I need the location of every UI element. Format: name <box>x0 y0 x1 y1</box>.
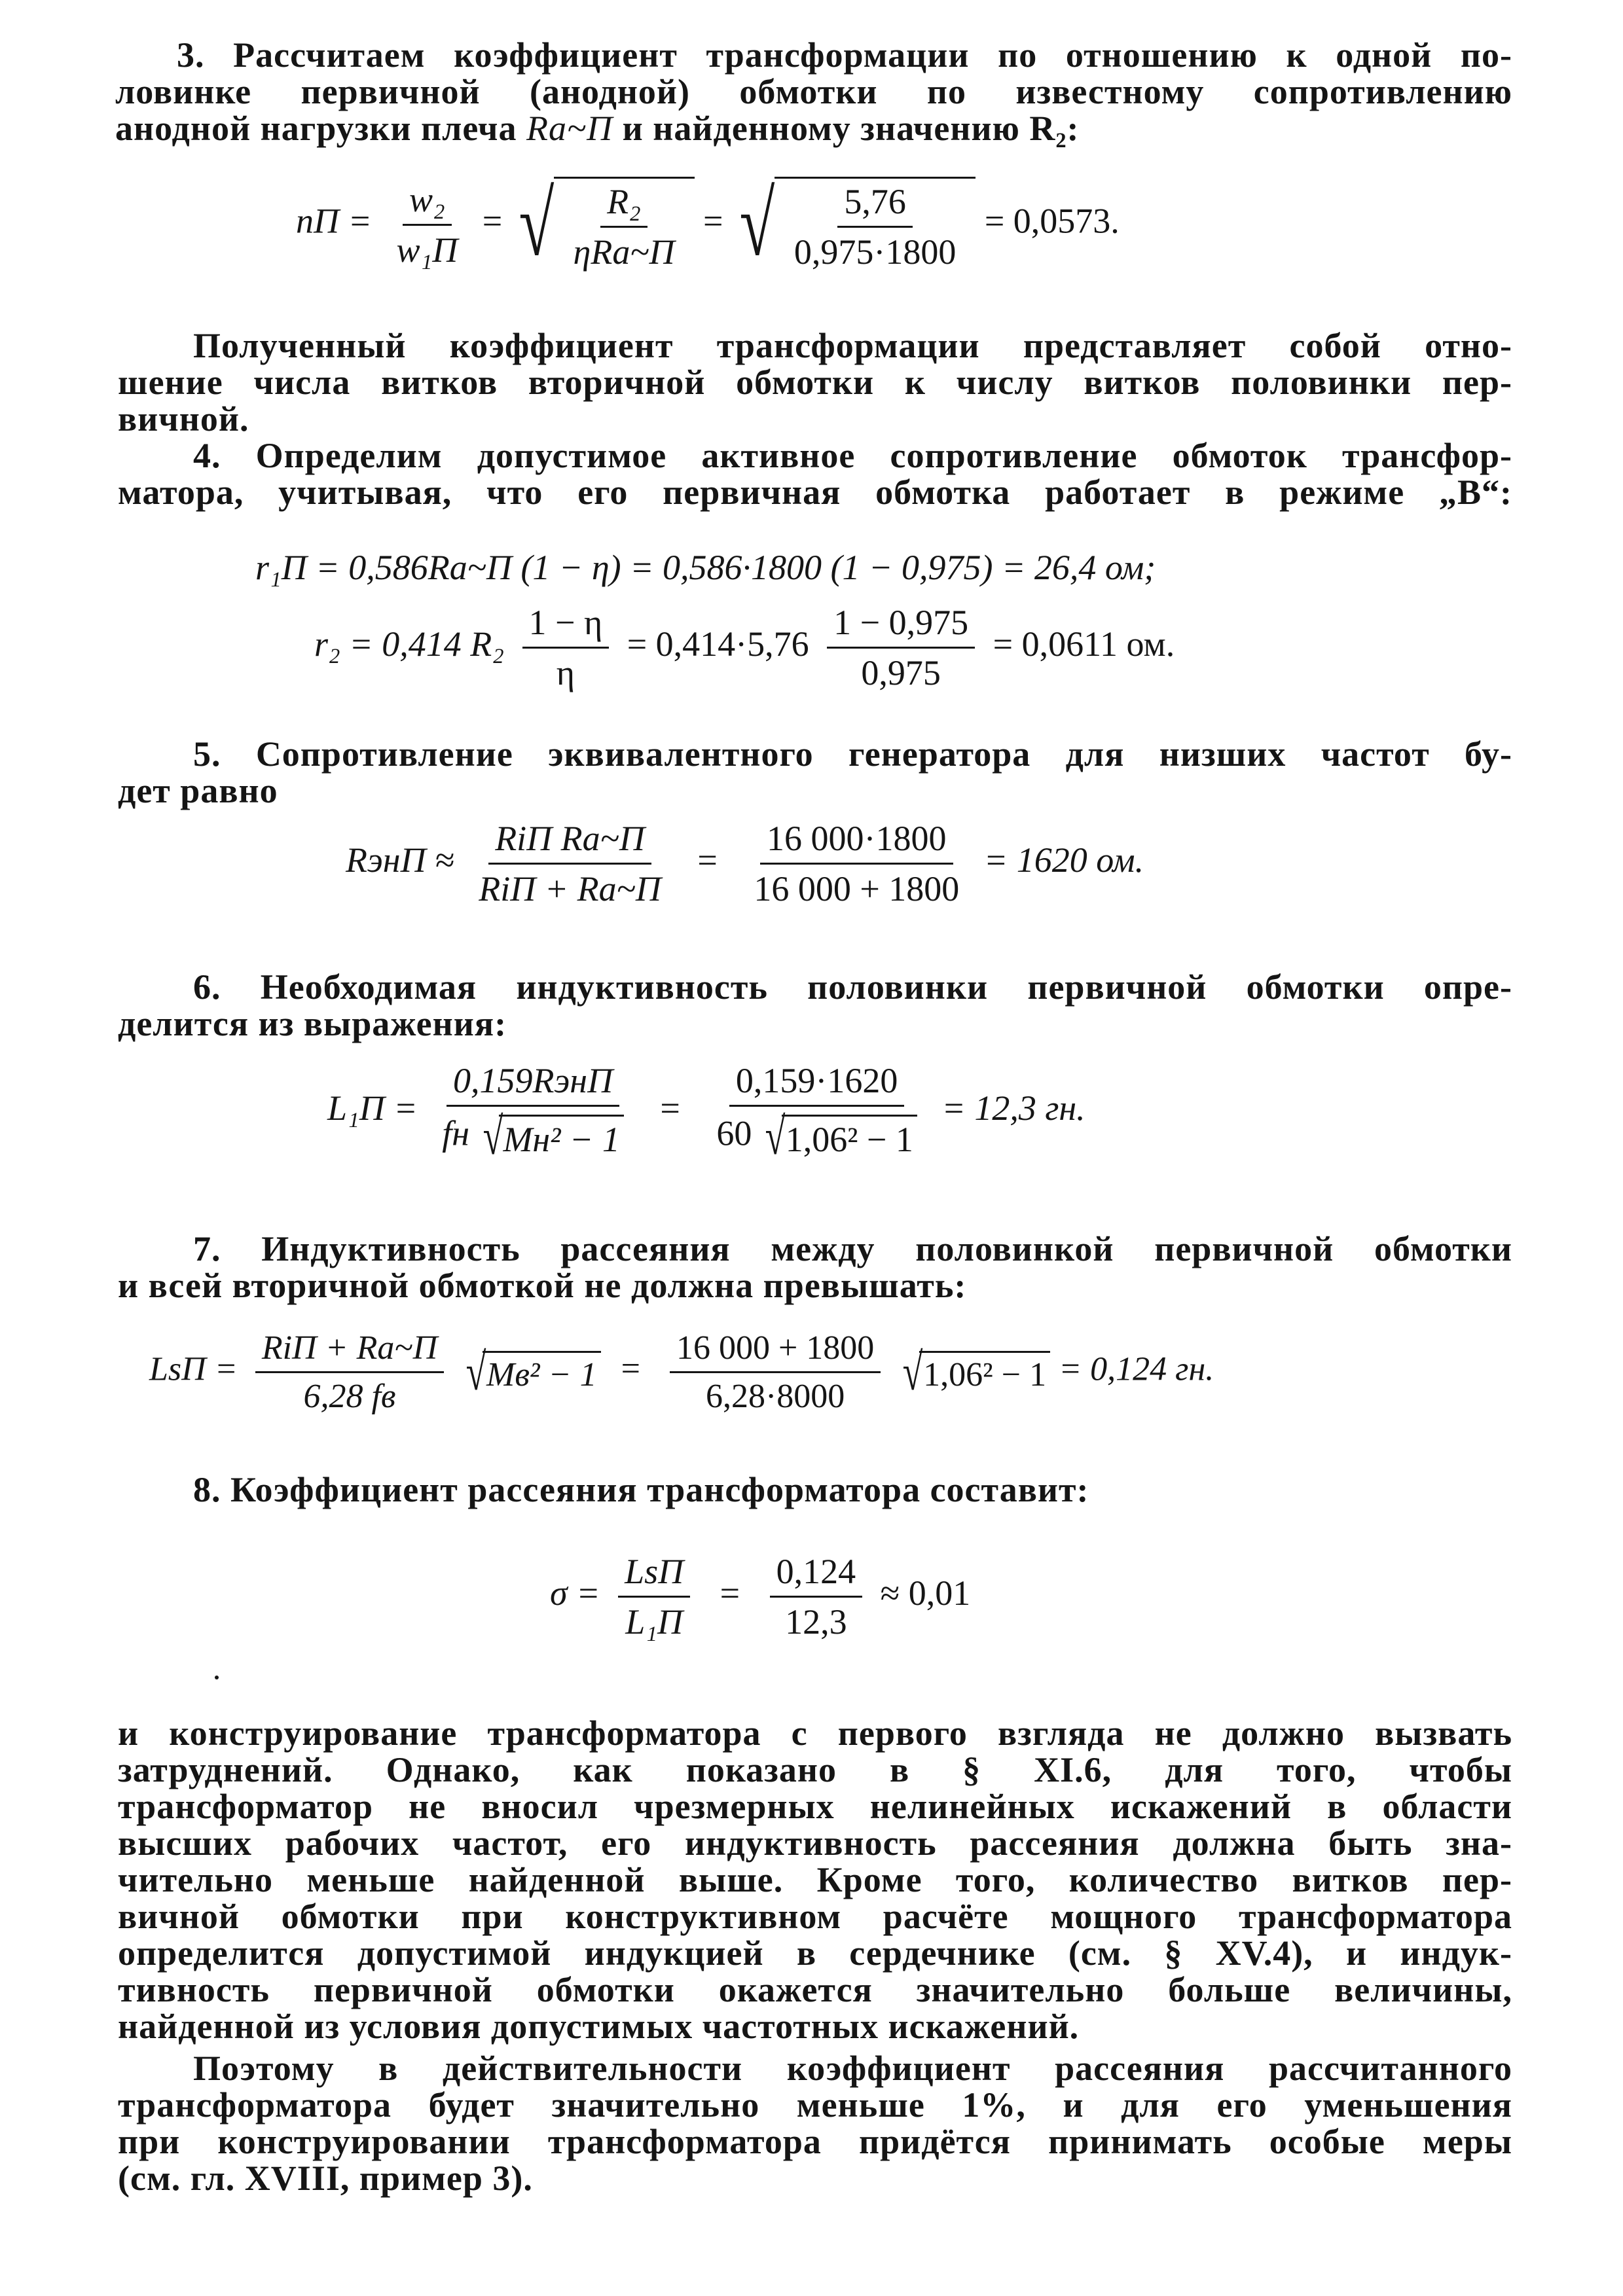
denominator: 12,3 <box>785 1602 847 1641</box>
formula-result: = 0,0611 ом. <box>993 624 1175 664</box>
step3-paragraph <box>115 35 1512 148</box>
formula-lhs: RэнП ≈ <box>346 840 454 880</box>
text-line: трансформатор не вносил чрезмерных нелинейных искажений в области <box>118 1787 1512 1826</box>
text-line: (см. гл. XVIII, пример 3). <box>118 2159 533 2198</box>
radical-sign-icon: √ <box>465 1343 486 1401</box>
text-line: делится из выражения: <box>118 1004 507 1043</box>
text-line: дет равно <box>118 771 278 810</box>
radical-sign-icon: √ <box>483 1108 503 1166</box>
denominator <box>435 1107 630 1166</box>
radicand: 1,06² − 1 <box>782 1115 917 1160</box>
square-root <box>462 1343 600 1401</box>
formula-lhs: nП = <box>296 201 372 241</box>
formula-lhs: r₂ = 0,414 R₂ <box>314 624 504 664</box>
numerator: 16 000·1800 <box>760 818 953 865</box>
radical-sign-icon: √ <box>765 1108 786 1166</box>
numerator: 5,76 <box>837 181 913 228</box>
square-root <box>511 173 695 275</box>
formula-result: = 12,3 гн. <box>941 1088 1085 1128</box>
denominator <box>710 1107 924 1166</box>
formula-result: = 0,124 гн. <box>1059 1350 1214 1388</box>
fraction <box>255 1329 444 1416</box>
square-root <box>479 1108 624 1166</box>
fraction <box>747 818 966 909</box>
text-line: найденной из условия допустимых частотных искажений. <box>118 2007 1080 2046</box>
formula-result: = 1620 ом. <box>983 840 1144 880</box>
step3-line3-end: и найденному значению R₂: <box>622 109 1080 148</box>
denominator: ηRa~П <box>573 232 675 272</box>
formula-lhs: LsП = <box>149 1350 238 1388</box>
step3-line3-var: Ra~П <box>526 109 613 148</box>
fraction <box>770 1551 863 1642</box>
denominator: 6,28 fв <box>303 1378 396 1415</box>
denominator-factor: fн <box>442 1113 470 1153</box>
fraction <box>710 1060 924 1166</box>
text-line: определится допустимой индукцией в сердечнике (см. § XV.4), и индук- <box>118 1933 1512 1973</box>
numerator: 1 − 0,975 <box>827 602 975 649</box>
formula-mid: = 0,414·5,76 <box>627 624 809 664</box>
formula-r1: r₁П = 0,586Ra~П (1 − η) = 0,586·1800 (1 − 0,975) = 26,4 ом; <box>255 548 1156 587</box>
fraction <box>567 181 682 272</box>
formula-result: = 0,0573. <box>984 201 1120 241</box>
numerator: w₂ <box>403 179 452 226</box>
denominator: 0,975 <box>861 653 941 692</box>
formula-r-eq <box>346 818 1144 909</box>
formula-sigma <box>550 1551 970 1642</box>
radical-sign-icon: √ <box>902 1343 923 1401</box>
step5-paragraph <box>118 736 1512 809</box>
formula-r2 <box>314 602 1175 693</box>
denominator: 16 000 + 1800 <box>754 869 960 908</box>
numerator: LsП <box>618 1551 690 1598</box>
numerator: 0,124 <box>770 1551 863 1598</box>
equals-sign: = <box>482 201 503 241</box>
formula-ls <box>149 1329 1214 1416</box>
text-line: 6. Необходимая индуктивность половинки первичной обмотки опре- <box>193 967 1512 1007</box>
fraction <box>827 602 975 693</box>
numerator: 0,159RэнП <box>447 1060 619 1107</box>
square-root <box>761 1108 917 1166</box>
formula-l1 <box>327 1060 1085 1166</box>
text-line: 5. Сопротивление эквивалентного генератора для низших частот бу- <box>193 734 1512 774</box>
formula-result: ≈ 0,01 <box>880 1573 971 1613</box>
numerator: RiП Ra~П <box>488 818 651 865</box>
formula-lhs: σ = <box>550 1573 600 1613</box>
fraction <box>788 181 962 272</box>
denominator: 0,975·1800 <box>793 232 957 272</box>
text-line: вичной. <box>118 399 249 439</box>
ratio-paragraph <box>118 327 1512 437</box>
denominator: L₁П <box>625 1602 683 1641</box>
text-line: 3. Рассчитаем коэффициент трансформации по отношению к одной по- <box>177 35 1512 75</box>
step4-paragraph <box>118 437 1512 511</box>
radical-sign-icon: √ <box>519 173 555 275</box>
formula-n <box>296 173 1120 275</box>
radicand: 1,06² − 1 <box>919 1351 1050 1394</box>
text-line: при конструировании трансформатора придётся принимать особые меры <box>118 2122 1512 2161</box>
square-root <box>732 173 976 275</box>
denominator: RiП + Ra~П <box>479 869 661 908</box>
step7-paragraph <box>118 1230 1512 1304</box>
square-root <box>898 1343 1050 1401</box>
text-line: 4. Определим допустимое активное сопротивление обмоток трансфор- <box>193 436 1512 475</box>
text-line: ловинке первичной (анодной) обмотки по известному сопротивлению <box>115 72 1512 111</box>
denominator: w₁П <box>396 230 458 270</box>
fraction <box>670 1329 881 1416</box>
equals-sign: = <box>621 1350 640 1388</box>
print-speck <box>215 1676 219 1679</box>
fraction <box>472 818 668 909</box>
text-line: и конструирование трансформатора с первого взгляда не должно вызвать <box>118 1713 1512 1753</box>
equals-sign: = <box>720 1573 740 1613</box>
final-paragraph <box>118 2050 1512 2197</box>
denominator-factor: 60 <box>716 1113 752 1153</box>
equals-sign: = <box>697 840 718 880</box>
denominator: 6,28·8000 <box>705 1378 845 1415</box>
fraction <box>390 179 464 270</box>
radicand: Mн² − 1 <box>499 1115 623 1160</box>
denominator: η <box>556 653 575 692</box>
text-line: чительно меньше найденной выше. Кроме того, количество витков пер- <box>118 1860 1512 1899</box>
radicand: Mв² − 1 <box>483 1351 601 1394</box>
numerator: 0,159·1620 <box>729 1060 904 1107</box>
text-line: 7. Индуктивность рассеяния между половинкой первичной обмотки <box>193 1229 1512 1268</box>
text-line: затруднений. Однако, как показано в § XI.6, для того, чтобы <box>118 1750 1512 1789</box>
equals-sign: = <box>703 201 723 241</box>
text-line: трансформатора будет значительно меньше 1%, и для его уменьшения <box>118 2085 1512 2125</box>
text-line: Полученный коэффициент трансформации представляет собой отно- <box>193 326 1512 365</box>
numerator: 1 − η <box>522 602 610 649</box>
equals-sign: = <box>660 1088 680 1128</box>
text-line: и всей вторичной обмоткой не должна превышать: <box>118 1266 967 1305</box>
text-line: Поэтому в действительности коэффициент рассеяния рассчитанного <box>193 2049 1512 2088</box>
numerator: RiП + Ra~П <box>255 1329 444 1373</box>
fraction <box>522 602 610 693</box>
fraction <box>435 1060 630 1166</box>
step6-paragraph <box>118 969 1512 1042</box>
design-paragraph <box>118 1715 1512 2045</box>
step3-line3-start: анодной нагрузки плеча <box>115 109 517 148</box>
text-line: матора, учитывая, что его первичная обмотка работает в режиме „В“: <box>118 473 1512 512</box>
text-line: вичной обмотки при конструктивном расчёте мощного трансформатора <box>118 1897 1512 1936</box>
numerator: 16 000 + 1800 <box>670 1329 881 1373</box>
text-line <box>115 110 1512 147</box>
numerator: R₂ <box>600 181 647 228</box>
text-line: шение числа витков вторичной обмотки к числу витков половинки пер- <box>118 363 1512 402</box>
text-line: тивность первичной обмотки окажется значительно больше величины, <box>118 1970 1512 2009</box>
fraction <box>618 1551 690 1642</box>
text-line: 8. Коэффициент рассеяния трансформатора составит: <box>193 1470 1089 1509</box>
radical-sign-icon: √ <box>739 173 775 275</box>
text-line: высших рабочих частот, его индуктивность рассеяния должна быть зна- <box>118 1823 1512 1863</box>
step8-paragraph <box>193 1471 1512 1508</box>
formula-lhs: L₁П = <box>327 1088 418 1128</box>
